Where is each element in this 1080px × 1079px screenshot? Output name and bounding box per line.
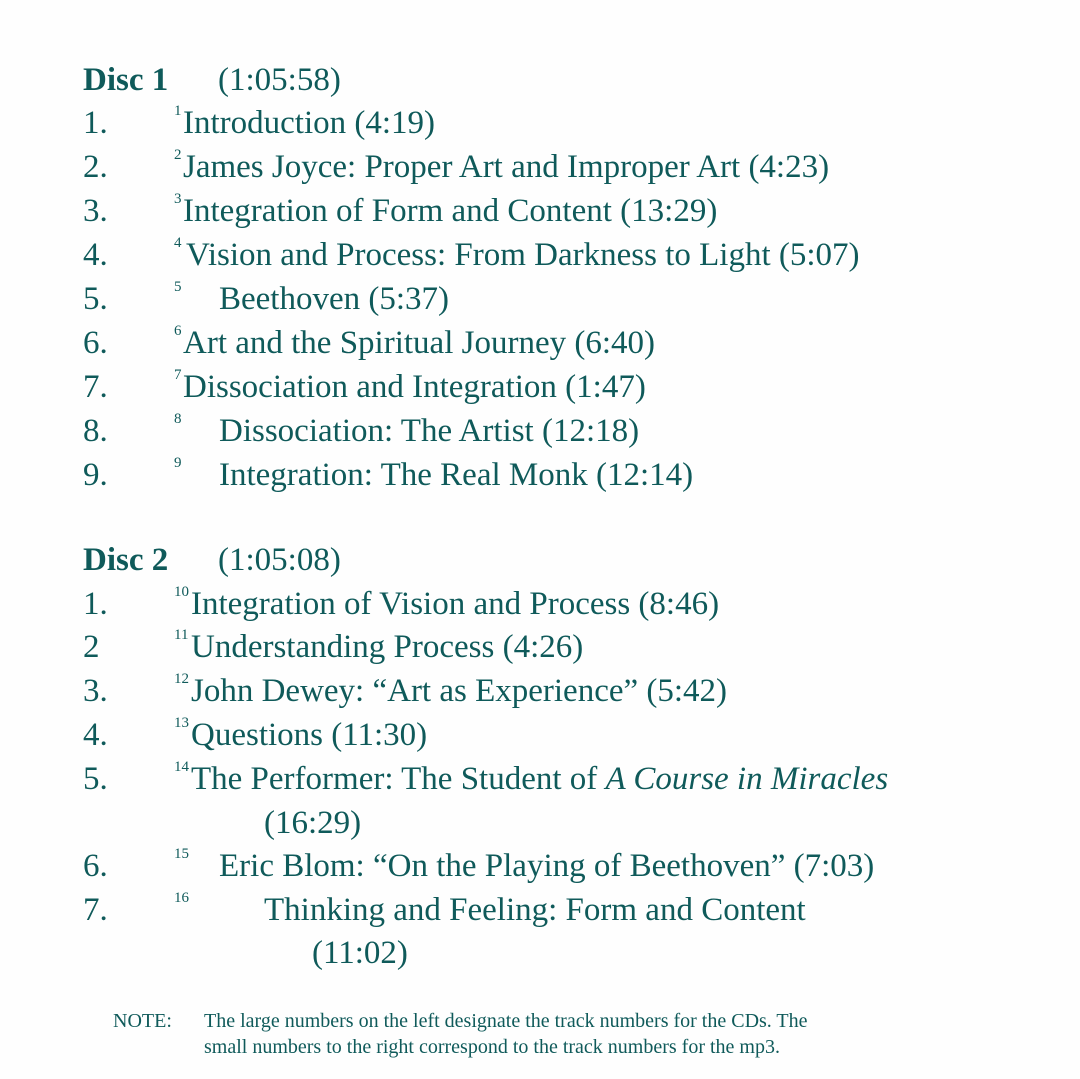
mp3-track-number: 5	[174, 279, 182, 295]
cd-track-number: 5.	[83, 281, 108, 317]
mp3-track-number: 1	[174, 103, 182, 119]
track-title: Art and the Spiritual Journey (6:40)	[183, 325, 655, 361]
cd-track-number: 1.	[83, 586, 108, 622]
cd-track-number: 7.	[83, 369, 108, 405]
track-title: Integration of Form and Content (13:29)	[183, 193, 718, 229]
disc-runtime: (1:05:08)	[218, 542, 341, 578]
track-title: Introduction (4:19)	[183, 105, 436, 141]
mp3-track-number: 6	[174, 323, 182, 339]
mp3-track-number: 15	[174, 846, 189, 862]
track-title: Dissociation and Integration (1:47)	[183, 369, 646, 405]
mp3-track-number: 16	[174, 890, 189, 906]
track-title: Understanding Process (4:26)	[191, 629, 584, 665]
mp3-track-number: 10	[174, 584, 189, 600]
cd-track-number: 7.	[83, 892, 108, 928]
book-title: A Course in Miracles	[605, 761, 889, 797]
cd-track-number: 1.	[83, 105, 108, 141]
cd-track-number: 6.	[83, 848, 108, 884]
mp3-track-number: 14	[174, 759, 189, 775]
mp3-track-number: 8	[174, 411, 182, 427]
cd-track-number: 6.	[83, 325, 108, 361]
track-title: James Joyce: Proper Art and Improper Art (4:23)	[183, 149, 830, 185]
track-title: Integration of Vision and Process (8:46)	[191, 586, 720, 622]
cd-track-number: 8.	[83, 413, 108, 449]
mp3-track-number: 9	[174, 455, 182, 471]
cd-track-number: 4.	[83, 717, 108, 753]
track-runtime: (11:02)	[312, 935, 408, 971]
note-label: NOTE:	[113, 1010, 172, 1032]
mp3-track-number: 4	[174, 235, 182, 251]
track-title: Beethoven (5:37)	[219, 281, 450, 317]
track-title: Vision and Process: From Darkness to Light (5:07)	[186, 237, 860, 273]
track-title: Thinking and Feeling: Form and Content	[264, 892, 806, 928]
cd-track-number: 2.	[83, 149, 108, 185]
track-title: Eric Blom: “On the Playing of Beethoven” (7:03)	[219, 848, 875, 884]
disc-runtime: (1:05:58)	[218, 62, 341, 98]
note-line-1: The large numbers on the left designate the track numbers for the CDs. The	[204, 1010, 808, 1032]
cd-track-number: 3.	[83, 673, 108, 709]
cd-track-number: 3.	[83, 193, 108, 229]
mp3-track-number: 13	[174, 715, 189, 731]
cd-track-number: 2	[83, 629, 100, 665]
mp3-track-number: 11	[174, 627, 189, 643]
note-line-2: small numbers to the right correspond to the track numbers for the mp3.	[204, 1036, 780, 1058]
disc-title: Disc 1	[83, 62, 169, 98]
cd-track-number: 5.	[83, 761, 108, 797]
cd-track-number: 4.	[83, 237, 108, 273]
disc-title: Disc 2	[83, 542, 169, 578]
mp3-track-number: 7	[174, 367, 182, 383]
mp3-track-number: 2	[174, 147, 182, 163]
track-title: Questions (11:30)	[191, 717, 428, 753]
track-title: Dissociation: The Artist (12:18)	[219, 413, 640, 449]
cd-track-number: 9.	[83, 457, 108, 493]
track-runtime: (16:29)	[264, 805, 362, 841]
track-title: Integration: The Real Monk (12:14)	[219, 457, 694, 493]
mp3-track-number: 3	[174, 191, 182, 207]
mp3-track-number: 12	[174, 671, 189, 687]
track-title-text: The Performer: The Student of	[191, 761, 606, 797]
track-title: John Dewey: “Art as Experience” (5:42)	[191, 673, 728, 709]
track-title	[191, 759, 888, 799]
